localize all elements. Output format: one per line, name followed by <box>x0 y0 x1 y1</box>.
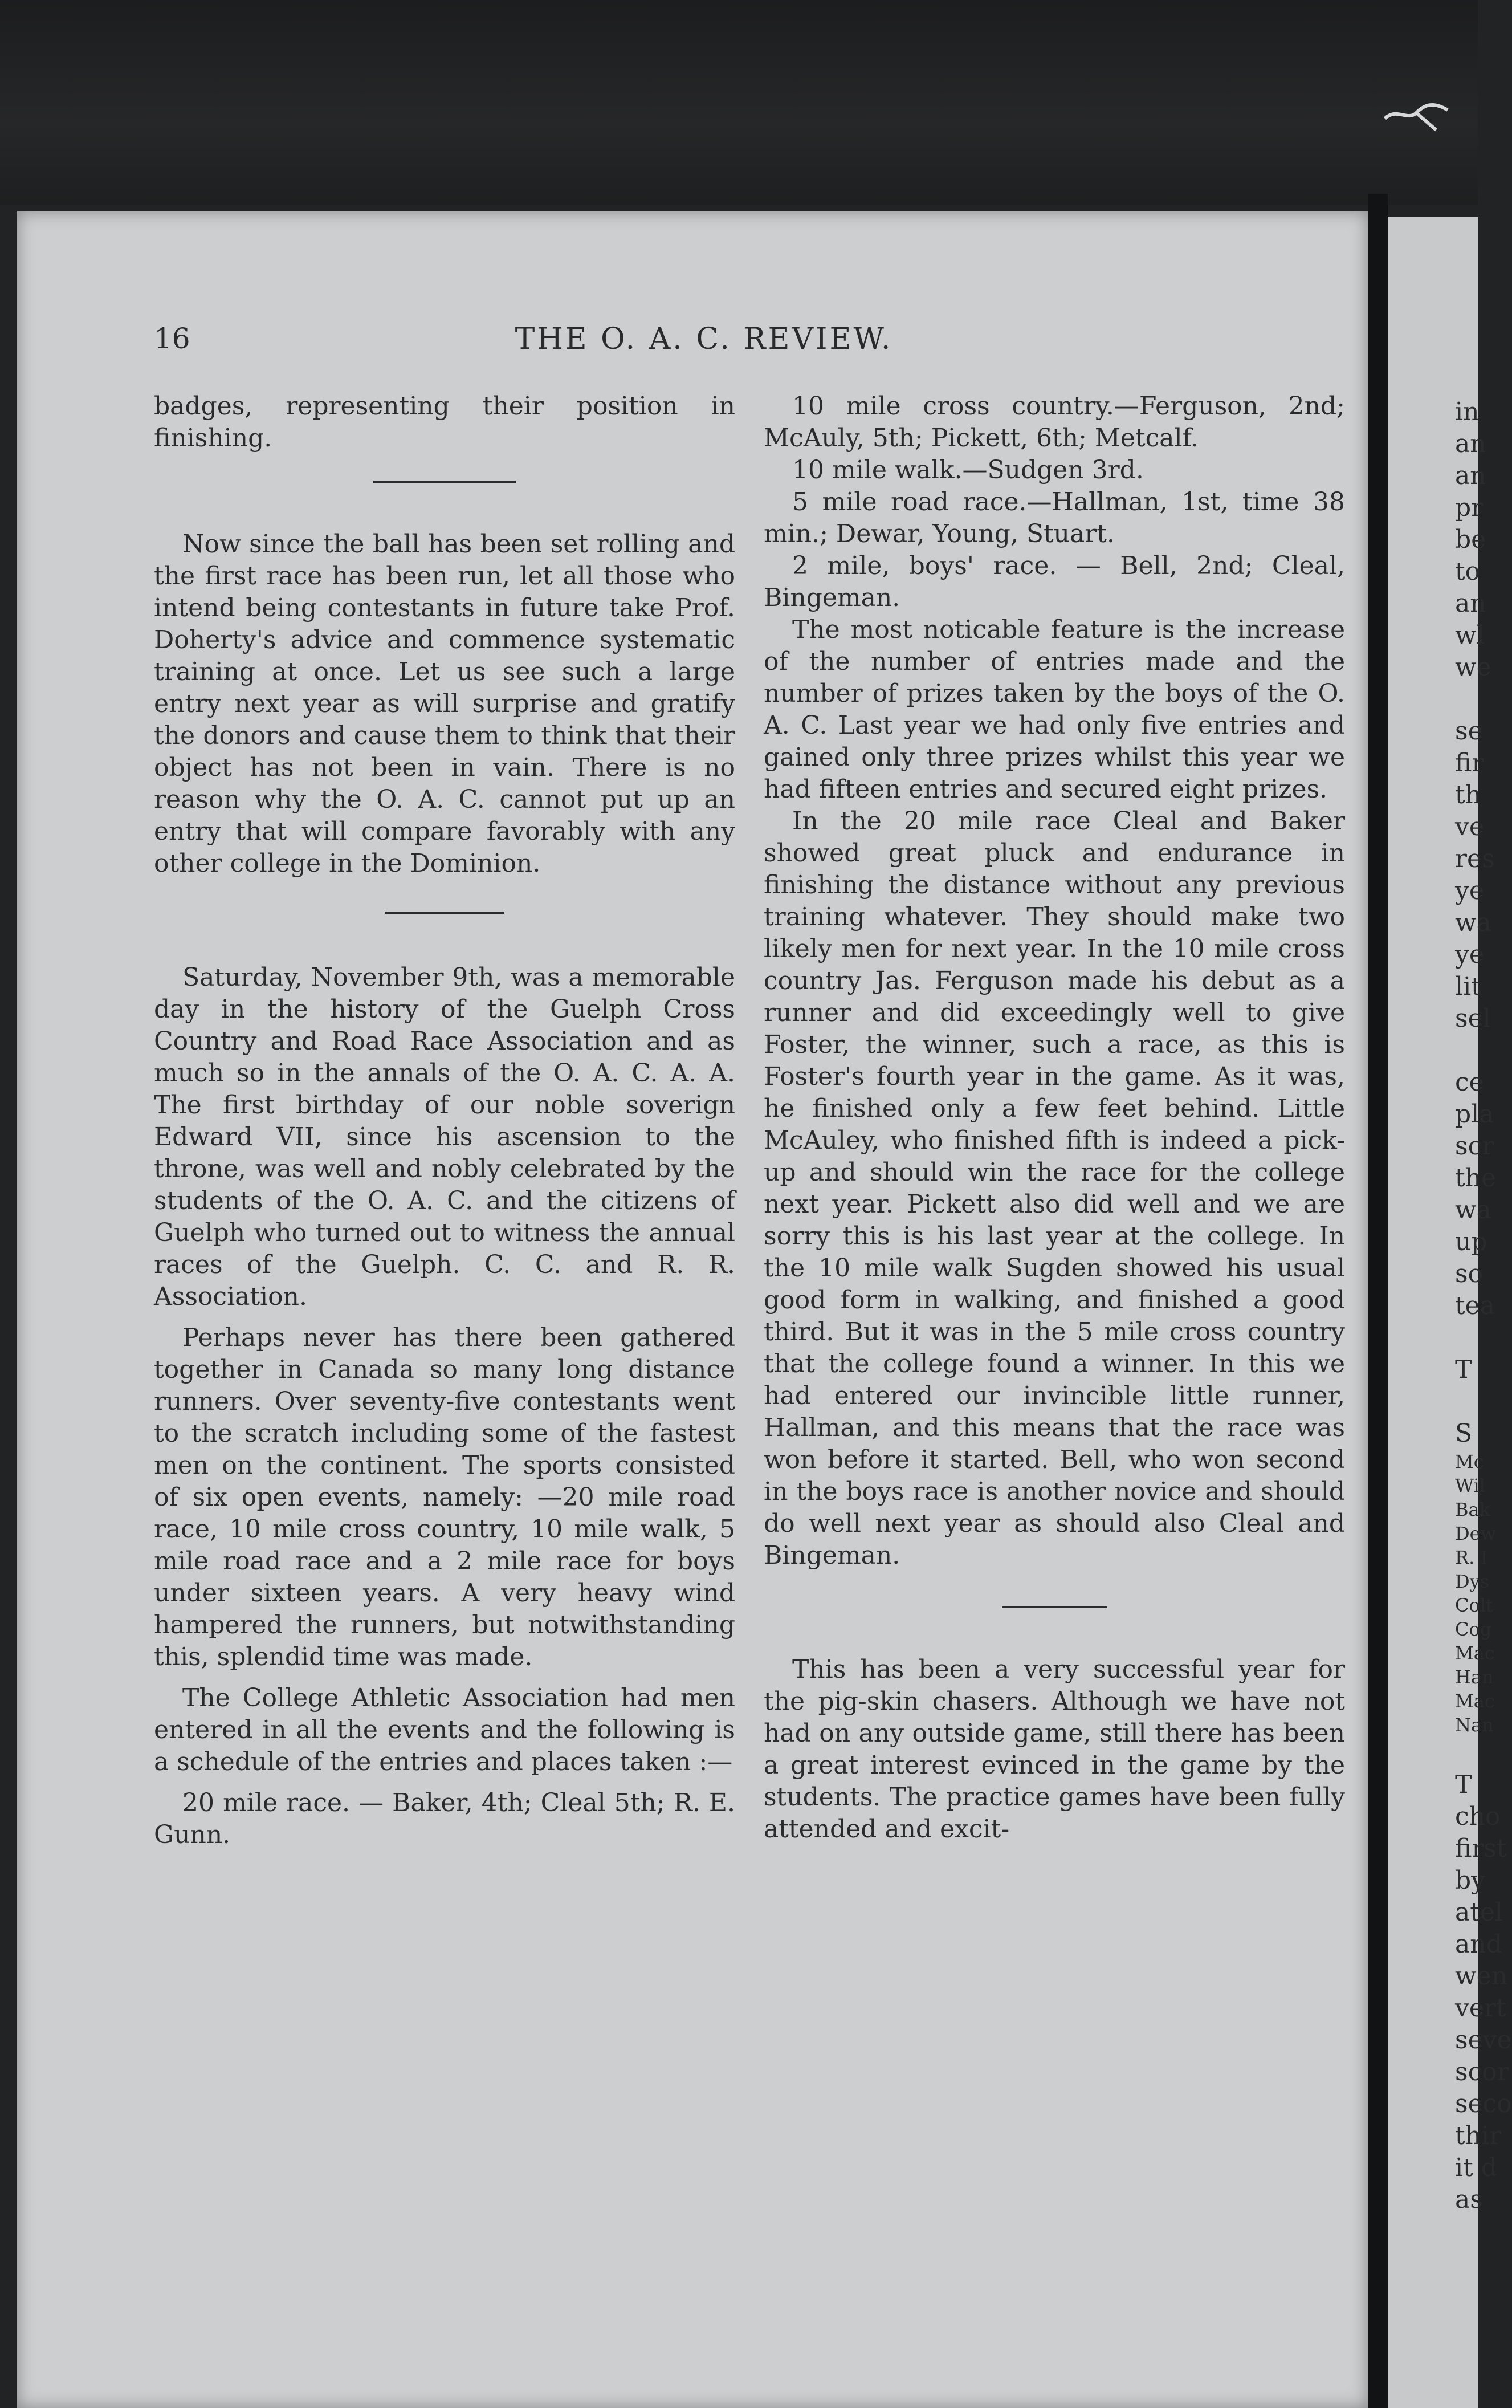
paragraph: Saturday, November 9th, was a memorable day in the history of the Guelph Cross Country and Road Race Association and as much so in the annals of the O. A. C. A. A. The first birthday of our noble soverign Edward VII, since his ascension to the throne, was well and nobly celebrated by the students of the O. A. C. and the citizens of Guelph who turned out to witness the annual races of the Guelph. C. C. and R. R. Association. <box>154 963 735 1311</box>
fragment-line: Bak <box>1455 1499 1490 1520</box>
results-entry: 10 mile walk.—Sudgen 3rd. <box>792 455 1144 485</box>
fragment-line: cho <box>1455 1802 1501 1831</box>
fragment-line: and <box>1455 1930 1502 1959</box>
fragment-line: ye <box>1455 876 1484 905</box>
results-entry: 10 mile cross country.—Ferguson, 2nd; McAuly, 5th; Pickett, 6th; Metcalf. <box>764 392 1345 453</box>
fragment-line: in <box>1455 397 1480 426</box>
fragment-line: an <box>1455 461 1486 490</box>
fragment-line: by <box>1455 1866 1486 1895</box>
fragment-line: sel <box>1455 1004 1491 1033</box>
fragment-line: Mc <box>1455 1451 1484 1473</box>
fragment-line: first <box>1455 1834 1507 1863</box>
fragment-line: Nan <box>1455 1714 1494 1736</box>
fragment-line: up <box>1455 1227 1487 1256</box>
fragment-line: as <box>1455 2185 1483 2214</box>
adjacent-page-fragment <box>1388 217 1512 2408</box>
fragment-line: pla <box>1455 1100 1494 1129</box>
fragment-line: T <box>1455 1770 1472 1799</box>
fragment-line: atel <box>1455 1898 1503 1927</box>
fragment-block-a <box>1455 396 1489 684</box>
fragment-block-c <box>1455 1067 1497 1322</box>
fragment-line: so <box>1455 1259 1484 1288</box>
fragment-line: ce <box>1455 1068 1484 1097</box>
fragment-line: an <box>1455 589 1486 618</box>
fragment-line: ve <box>1455 812 1484 841</box>
fragment-line: it d <box>1455 2153 1497 2182</box>
page-header <box>17 322 1368 368</box>
page-number: 16 <box>154 322 190 355</box>
fragment-line: an <box>1455 429 1486 458</box>
fragment-line: Mac <box>1455 1642 1495 1664</box>
section-divider <box>373 481 516 483</box>
fragment-line: Cog <box>1455 1618 1492 1640</box>
fragment-line: th <box>1455 780 1482 810</box>
paragraph: Now since the ball has been set rolling and the first race has been run, let all those who intend being contestants in future take Prof. Doherty's advice and commence systematic training at once. Let us see such a large entry next year as will surprise and gratify the donors and cause them to think that their object has not been in vain. There is no reason why the O. A. C. cannot put up an entry that will compare favorably with any other college in the Dominion. <box>154 530 735 878</box>
fragment-line: tea <box>1455 1291 1495 1320</box>
fragment-line: res <box>1455 844 1495 873</box>
paragraph: In the 20 mile race Cleal and Baker showed great pluck and endurance in finishing the distance without any previous training whatever. They should make two likely men for next year. In the 10 mile cross country Jas. Ferguson made his debut as a runner and did exceedingly well to give Foster, the winner, such a race, as this is Foster's fourth year in the game. As it was, he finished only a few feet behind. Little McAuley, who finished fifth is indeed a pick-up and should win the race for the college next year. Pickett also did well and we are sorry this is his last year at the college. In the 10 mile walk Sugden showed his usual good form in walking, and finished a good third. But it was in the 5 mile cross country that the college found a winner. In this we had entered our invincible little runner, Hallman, and this means that the race was won before it started. Bell, who won second in the boys race is another novice and should do well next year as should also Cleal and Bingeman. <box>764 807 1345 1570</box>
fragment-line: wen <box>1455 1962 1508 1991</box>
fragment-line: Dew <box>1455 1523 1496 1544</box>
fragment-line: T <box>1455 1355 1472 1384</box>
fragment-line: lit <box>1455 972 1481 1001</box>
fragment-line: Wil <box>1455 1475 1485 1496</box>
fragment-line: se <box>1455 717 1483 746</box>
section-divider <box>1002 1606 1107 1608</box>
paragraph: This has been a very successful year for the pig-skin chasers. Although we have not had on any outside game, still there has been a great interest evinced in the game by the students. The practice games have been fully attended and excit- <box>764 1655 1345 1844</box>
scan-background <box>0 0 1478 205</box>
fragment-block-e <box>1455 1418 1489 1450</box>
fragment-line: wa <box>1455 1195 1491 1225</box>
results-entry: 5 mile road race.—Hallman, 1st, time 38 min.; Dewar, Young, Stuart. <box>764 487 1345 548</box>
fragment-line: we <box>1455 653 1491 682</box>
fragment-block-small <box>1455 1450 1496 1737</box>
fragment-line: scor <box>1455 2057 1509 2086</box>
fragment-line: wl <box>1455 621 1485 650</box>
paragraph: Perhaps never has there been gathered together in Canada so many long distance runners. Over seventy-five contestants went to the scratch including some of the fastest men on the continent. The sports consisted of six open events, namely: —20 mile road race, 10 mile cross country, 10 mile walk, 5 mile road race and a 2 mile race for boys under sixteen years. A very heavy wind hampered the runners, but notwithstanding this, splendid time was made. <box>154 1323 735 1671</box>
fragment-line: Han <box>1455 1666 1494 1688</box>
results-entry: 2 mile, boys' race. — Bell, 2nd; Cleal, Bingeman. <box>764 551 1345 612</box>
fragment-line: vert <box>1455 1994 1506 2023</box>
scan-scratch-mark <box>1382 96 1450 136</box>
fragment-line: S <box>1455 1419 1473 1448</box>
fragment-line: seve <box>1455 2025 1512 2055</box>
paragraph: badges, representing their position in finishing. <box>154 392 735 453</box>
right-column <box>764 391 1345 1845</box>
fragment-line: to <box>1455 557 1481 586</box>
fragment-line: be <box>1455 525 1486 554</box>
fragment-line: Dys <box>1455 1571 1490 1592</box>
paragraph: The most noticable feature is the increase of the number of entries made and the number of prizes taken by the boys of the O. A. C. Last year we had only five entries and gained only three prizes whilst this year we had fifteen entries and secured eight prizes. <box>764 615 1345 804</box>
adjacent-page-text <box>1455 396 1512 2216</box>
magazine-page <box>17 211 1368 2408</box>
left-column <box>154 391 735 1851</box>
fragment-line: Mac <box>1455 1690 1495 1712</box>
fragment-line: seco <box>1455 2089 1512 2118</box>
fragment-line: the <box>1455 1164 1497 1193</box>
fragment-line: R. I <box>1455 1547 1488 1568</box>
fragment-line: Colt <box>1455 1595 1493 1616</box>
fragment-line: pr <box>1455 493 1484 522</box>
fragment-line: scr <box>1455 1132 1494 1161</box>
paragraph: The College Athletic Association had men entered in all the events and the following is a schedule of the entries and places taken :— <box>154 1683 735 1776</box>
fragment-line: wa <box>1455 908 1491 937</box>
fragment-block-f <box>1455 1769 1512 2216</box>
binding-gutter <box>1368 194 1388 2408</box>
fragment-block-d <box>1455 1354 1489 1386</box>
fragment-line: thir <box>1455 2121 1502 2150</box>
running-head: THE O. A. C. REVIEW. <box>515 322 893 356</box>
section-divider <box>385 912 504 914</box>
fragment-line: ye <box>1455 940 1484 969</box>
paragraph: 20 mile race. — Baker, 4th; Cleal 5th; R. E. Gunn. <box>154 1788 735 1849</box>
fragment-line: fir <box>1455 749 1484 778</box>
fragment-block-b <box>1455 715 1495 1035</box>
